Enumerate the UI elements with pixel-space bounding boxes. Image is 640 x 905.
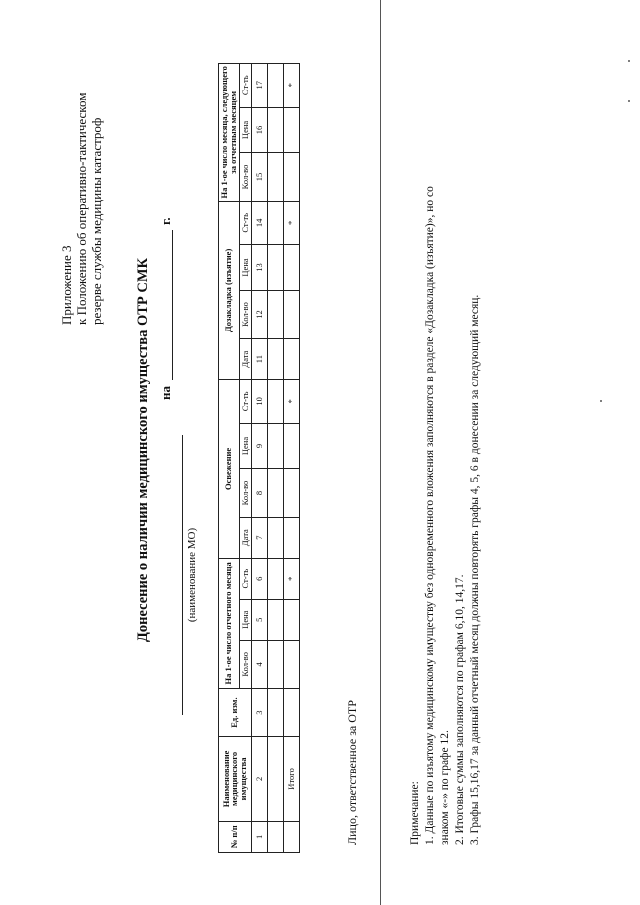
table-cell — [283, 290, 299, 338]
total-mark: * — [283, 380, 299, 423]
scan-speck — [600, 400, 602, 402]
sub-header: Цена — [239, 423, 251, 469]
table-cell — [267, 245, 283, 291]
total-mark: * — [283, 201, 299, 244]
appendix-ref-line: резерве службы медицины катастроф — [88, 117, 104, 325]
column-number: 6 — [251, 558, 267, 599]
table-cell — [283, 107, 299, 153]
appendix-ref-line: к Положению об оперативно-тактическом — [73, 92, 89, 325]
note-item: знаком «-» по графе 12. — [438, 730, 451, 845]
table-cell — [283, 469, 299, 517]
table-cell — [283, 153, 299, 201]
note-item: 1. Данные по изъятому медицинскому имуществу без одновременного вложения заполняются в разделе «Дозакладка (изъятие)», но со — [423, 186, 436, 845]
col-header-num: № п/п — [219, 821, 252, 852]
table-cell — [267, 107, 283, 153]
table-cell — [267, 423, 283, 469]
table-cell — [267, 380, 283, 423]
report-table — [218, 63, 300, 853]
column-number: 3 — [251, 688, 267, 736]
column-number: 1 — [251, 821, 267, 852]
table-cell — [283, 517, 299, 558]
table-cell — [283, 688, 299, 736]
sub-header: Кол-во — [239, 469, 251, 517]
table-cell — [267, 339, 283, 380]
table-cell — [283, 339, 299, 380]
document-page — [40, 25, 600, 885]
table-cell — [267, 558, 283, 599]
column-number: 13 — [251, 245, 267, 291]
date-suffix: г. — [158, 217, 173, 225]
sub-header: Кол-во — [239, 640, 251, 688]
sub-header: Цена — [239, 599, 251, 640]
column-number: 10 — [251, 380, 267, 423]
table-cell — [283, 640, 299, 688]
note-item: 3. Графы 15,16,17 за данный отчетный месяц должны повторять графы 4, 5, 6 в донесении за следующий месяц. — [468, 294, 481, 845]
sub-header: Дата — [239, 517, 251, 558]
column-number: 2 — [251, 737, 267, 821]
table-cell — [283, 423, 299, 469]
appendix-header — [60, 35, 105, 325]
table-cell — [267, 64, 283, 108]
table-cell — [267, 469, 283, 517]
notes-heading: Примечание: — [409, 781, 421, 845]
sub-header: Ст-ть — [239, 380, 251, 423]
sub-header: Ст-ть — [239, 558, 251, 599]
column-number: 12 — [251, 290, 267, 338]
total-label: Итого — [283, 737, 299, 821]
date-prefix: на — [158, 386, 173, 400]
sub-header: Кол-во — [239, 153, 251, 201]
note-item: 2. Итоговые суммы заполняются по графам 6,10, 14,17. — [453, 574, 466, 845]
sub-header: Ст-ть — [239, 64, 251, 108]
table-cell — [283, 599, 299, 640]
table-cell — [267, 201, 283, 244]
org-name-line — [182, 435, 183, 715]
date-line — [172, 230, 173, 380]
table-cell — [283, 821, 299, 852]
column-number: 15 — [251, 153, 267, 201]
column-number: 7 — [251, 517, 267, 558]
table-cell — [267, 688, 283, 736]
total-mark: * — [283, 558, 299, 599]
scan-speck — [628, 100, 630, 102]
table-cell — [267, 290, 283, 338]
column-number: 11 — [251, 339, 267, 380]
scan-speck — [628, 60, 630, 62]
notes-section — [408, 45, 483, 845]
table-cell — [283, 245, 299, 291]
table-cell — [267, 153, 283, 201]
column-numbers-row — [251, 64, 267, 853]
sub-header: Дата — [239, 339, 251, 380]
table-cell — [267, 599, 283, 640]
col-header-unit: Ед. изм. — [219, 688, 252, 736]
empty-data-row — [267, 64, 283, 853]
sub-header: Цена — [239, 107, 251, 153]
document-title: Донесение о наличии медицинского имущества ОТР СМК — [135, 257, 151, 643]
column-number: 5 — [251, 599, 267, 640]
group-header-start: На 1-ое число отчетного месяца — [219, 558, 240, 688]
column-number: 9 — [251, 423, 267, 469]
total-row — [283, 64, 299, 853]
sub-header: Кол-во — [239, 290, 251, 338]
total-mark: * — [283, 64, 299, 108]
sub-header: Ст-ть — [239, 201, 251, 244]
column-number: 16 — [251, 107, 267, 153]
column-number: 17 — [251, 64, 267, 108]
group-header-refresh: Освежение — [219, 380, 240, 559]
column-number: 14 — [251, 201, 267, 244]
responsible-person-line: Лицо, ответственное за ОТР — [345, 700, 359, 845]
column-number: 4 — [251, 640, 267, 688]
table-cell — [267, 737, 283, 821]
column-number: 8 — [251, 469, 267, 517]
table-cell — [267, 640, 283, 688]
table-cell — [267, 821, 283, 852]
org-name-caption: (наименование МО) — [186, 527, 198, 623]
group-header-next: На 1-ое число месяца, следующего за отчетным месяцем — [219, 64, 240, 202]
group-header-reload: Дозакладка (изъятие) — [219, 201, 240, 380]
sub-header: Цена — [239, 245, 251, 291]
appendix-number: Приложение 3 — [59, 245, 74, 325]
table-cell — [267, 517, 283, 558]
col-header-name: Наименование медицинского имущества — [219, 737, 252, 821]
header-row-groups — [219, 64, 240, 853]
